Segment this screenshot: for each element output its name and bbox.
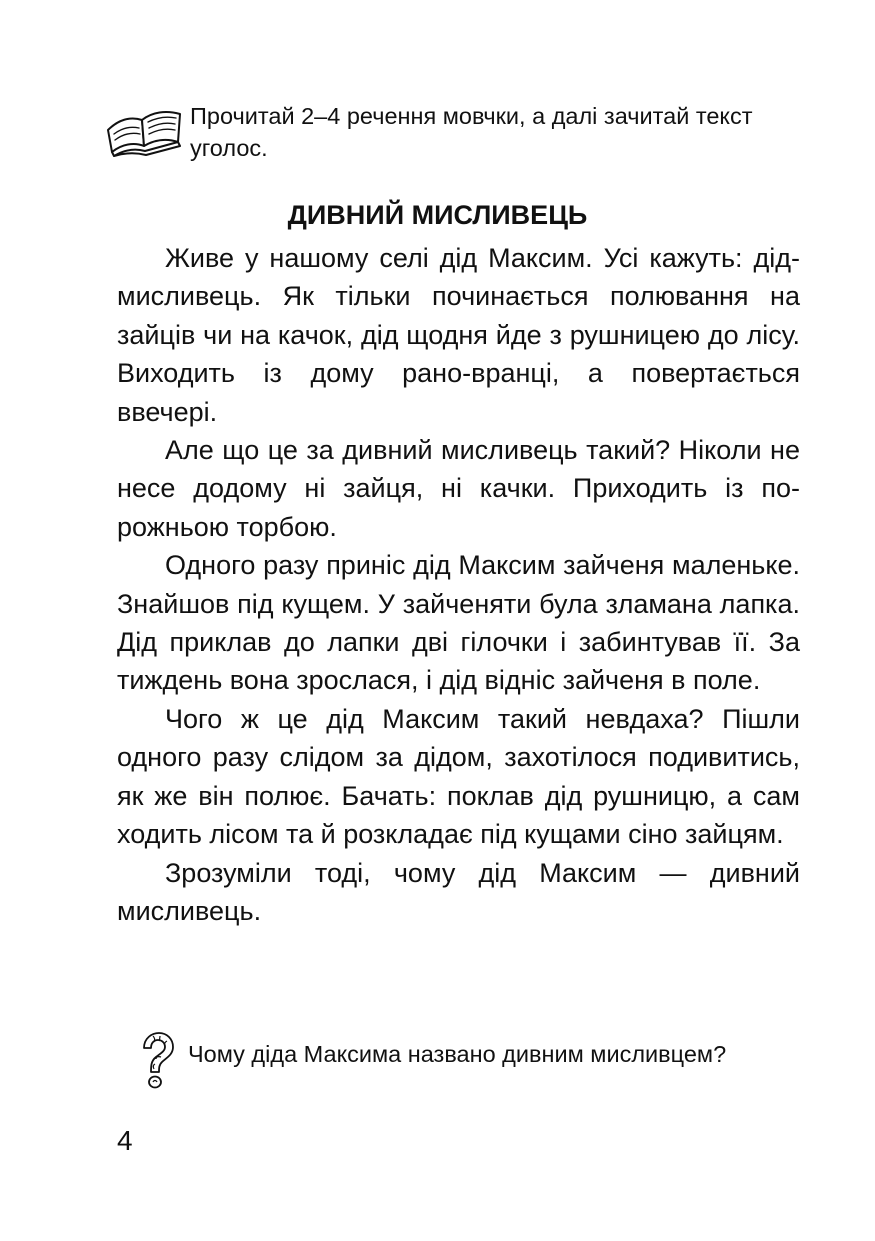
story-paragraph: Живе у нашому селі дід Максим. Усі кажуть: дід-мисливець. Як тільки починається полювання на зайців чи на качок, дід щодня йде з рушницею до лісу. Виходить із дому рано-вранці, а повертається ввечері. (117, 243, 800, 427)
story-paragraph: Одного разу приніс дід Максим зайченя маленьке. Знайшов під кущем. У зайченяти була зламана лапка. Дід приклав до лапки дві гілочки і забинтував її. За тиждень вона зрослася, і дід відніс зайченя в поле. (117, 550, 800, 696)
page-number: 4 (117, 1125, 133, 1156)
question-mark-icon (136, 1030, 176, 1092)
story-paragraph: Зрозуміли тоді, чому дід Максим — дивний мисливець. (117, 857, 800, 926)
instruction-text: Прочитай 2–4 речення мовчки, а далі зачитай текст уголос. (190, 103, 753, 161)
story-paragraph: Але що це за дивний мисливець такий? Ніколи не несе додому ні зайця, ні качки. Приходить із порожньою торбою. (117, 435, 800, 542)
open-book-icon (104, 106, 186, 158)
story-paragraph: Чого ж це дід Максим такий невдаха? Пішли одного разу слідом за дідом, захотілося подивитись, як же він полює. Бачать: поклав дід рушницю, а сам ходить лісом та й розкладає під кущами сіно зайцям. (117, 703, 800, 850)
story-title: ДИВНИЙ МИСЛИВЕЦЬ (287, 200, 588, 230)
story-body (117, 239, 800, 930)
question-text: Чому діда Максима названо дивним мисливцем? (188, 1041, 727, 1067)
